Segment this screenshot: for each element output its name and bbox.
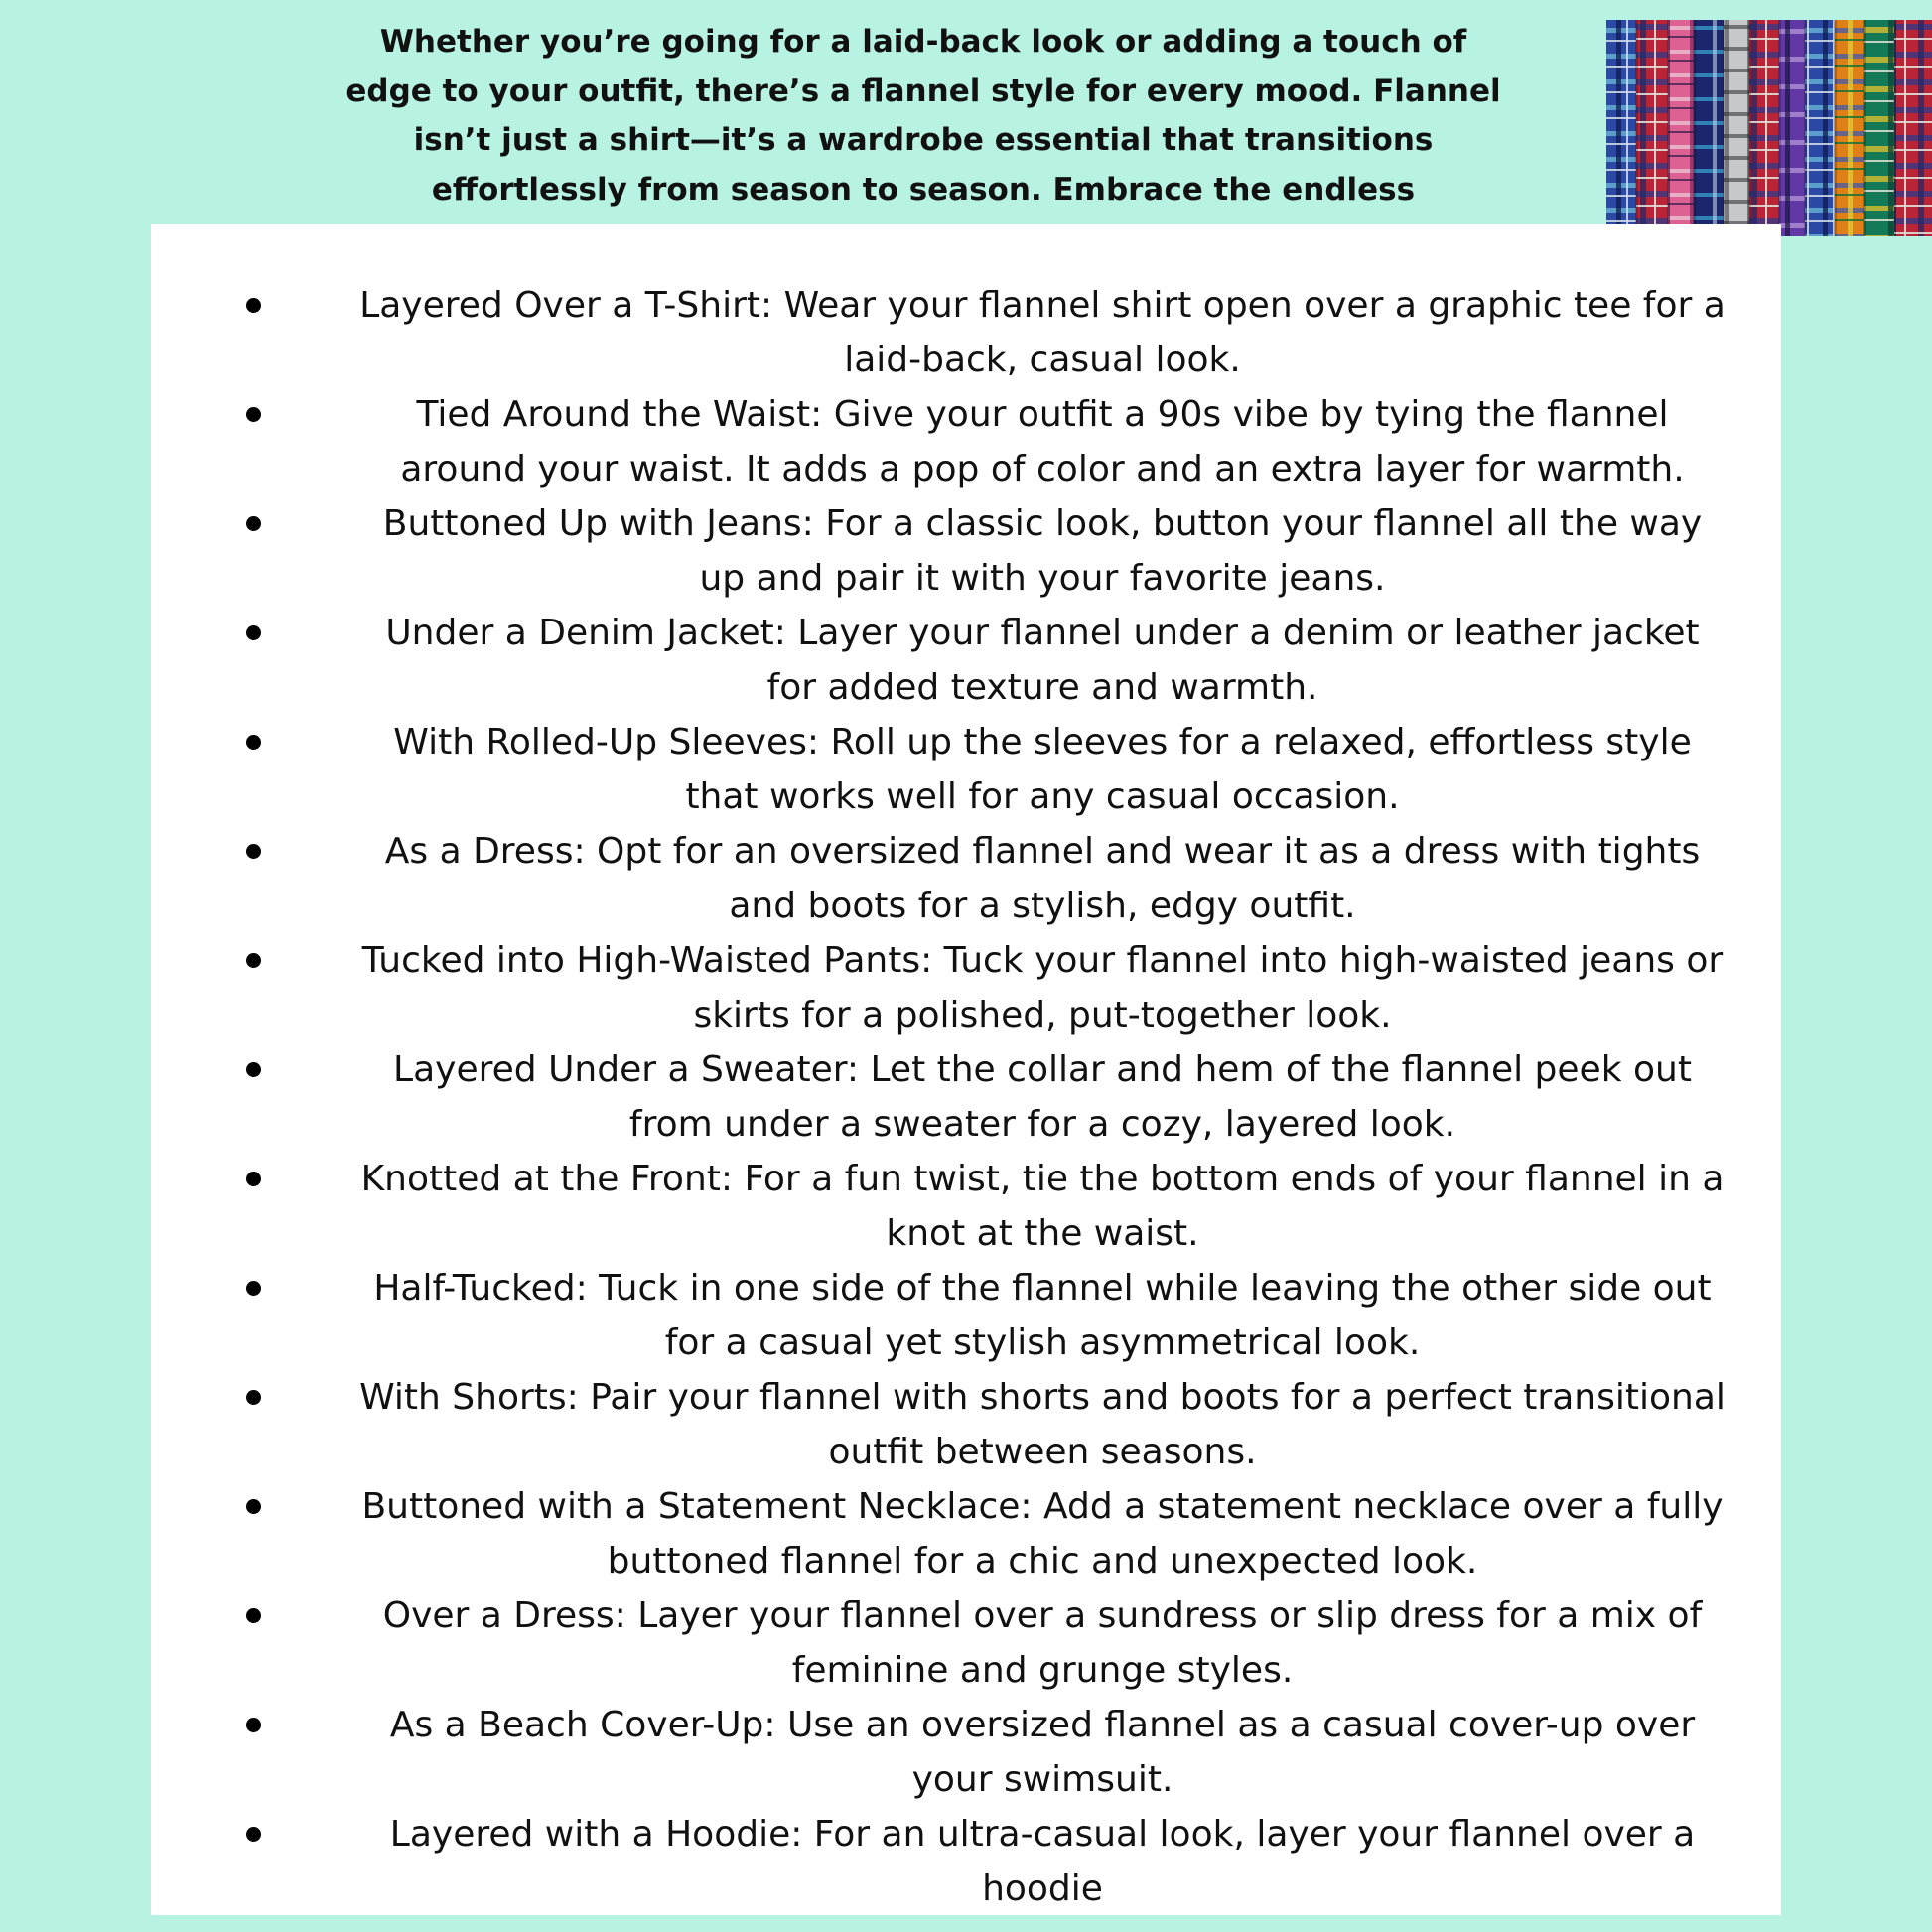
bullet-icon [246,1718,261,1732]
bullet-icon [246,735,261,750]
list-item [238,278,1727,387]
flannel-styles-panel [151,224,1781,1915]
list-item [238,606,1727,715]
bullet-icon [246,1172,261,1186]
bullet-icon [246,625,261,640]
tip-text: As a Beach Cover-Up: Use an oversized flannel as a casual cover-up over your swimsuit. [389,1705,1696,1800]
tip-text: Buttoned Up with Jeans: For a classic look, button your flannel all the way up and pair it with your favorite jeans. [382,503,1703,599]
bullet-icon [246,953,261,968]
tip-text: Layered Under a Sweater: Let the collar and hem of the flannel peek out from under a sweater for a cozy, layered look. [393,1049,1692,1145]
bullet-icon [246,407,261,422]
list-item [238,1807,1727,1916]
tip-text: Over a Dress: Layer your flannel over a sundress or slip dress for a mix of feminine and grunge styles. [382,1595,1703,1691]
tip-text: Under a Denim Jacket: Layer your flannel under a denim or leather jacket for added texture and warmth. [385,613,1700,708]
list-item [238,1370,1727,1479]
intro-paragraph: Whether you’re going for a laid-back look or adding a touch of edge to your outfit, there’s a flannel style for every mood. Flannel isn’t just a shirt—it’s a wardrobe essential that transitions effortlessly from season to season. Embrace the endless [345,24,1501,207]
list-item [238,387,1727,496]
list-item [238,1261,1727,1370]
bullet-icon [246,844,261,859]
list-item [238,1588,1727,1698]
bullet-icon [246,1390,261,1405]
list-item [238,1479,1727,1588]
bullet-icon [246,1827,261,1842]
tip-text: With Shorts: Pair your flannel with shorts and boots for a perfect transitional outfit between seasons. [359,1377,1725,1472]
bullet-icon [246,1499,261,1514]
flannel-styles-list [238,278,1727,1916]
flannel-shirts-image [1606,20,1932,236]
list-item [238,1152,1727,1261]
list-item [238,1042,1727,1152]
list-item [238,933,1727,1042]
list-item [238,496,1727,606]
tip-text: Buttoned with a Statement Necklace: Add a statement necklace over a fully buttoned flannel for a chic and unexpected look. [361,1486,1724,1582]
tip-text: With Rolled-Up Sleeves: Roll up the sleeves for a relaxed, effortless style that works well for any casual occasion. [393,722,1692,817]
bullet-icon [246,516,261,531]
list-item [238,1698,1727,1807]
list-item [238,715,1727,824]
tip-text: Half-Tucked: Tuck in one side of the flannel while leaving the other side out for a casual yet stylish asymmetrical look. [373,1268,1712,1363]
bullet-icon [246,298,261,313]
list-item [238,824,1727,933]
bullet-icon [246,1062,261,1077]
bullet-icon [246,1281,261,1296]
tip-text: Tucked into High-Waisted Pants: Tuck your flannel into high-waisted jeans or skirts for a polished, put-together look. [361,940,1724,1035]
tip-text: As a Dress: Opt for an oversized flannel and wear it as a dress with tights and boots for a stylish, edgy outfit. [384,831,1701,926]
bullet-icon [246,1608,261,1623]
tip-text: Tied Around the Waist: Give your outfit a 90s vibe by tying the flannel around your waist. It adds a pop of color and an extra layer for warmth. [400,394,1685,489]
tip-text: Layered with a Hoodie: For an ultra-casual look, layer your flannel over a hoodie [389,1814,1696,1909]
tip-text: Layered Over a T-Shirt: Wear your flannel shirt open over a graphic tee for a laid-back, casual look. [359,285,1725,380]
tip-text: Knotted at the Front: For a fun twist, tie the bottom ends of your flannel in a knot at the waist. [360,1159,1725,1254]
